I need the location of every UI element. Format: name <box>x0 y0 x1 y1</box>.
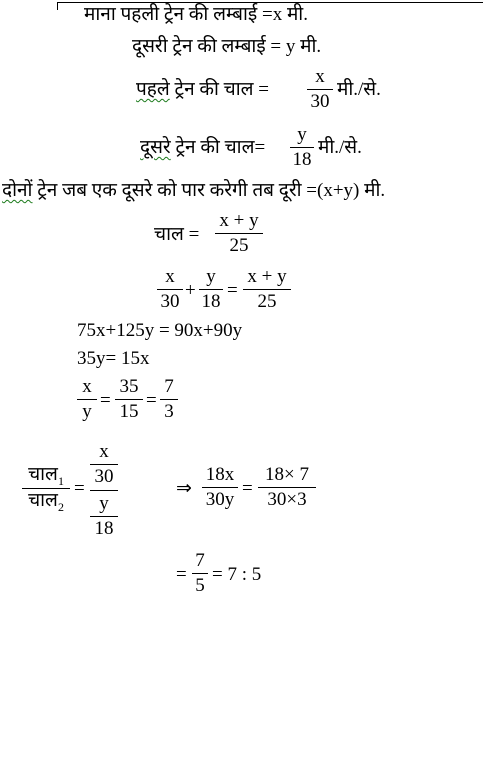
fraction-bar <box>90 464 118 465</box>
speed-train-1-fraction <box>307 66 333 113</box>
fraction-denominator: 30y <box>205 489 235 510</box>
implies-arrow-icon: ⇒ <box>176 478 192 499</box>
equals-sign: = <box>176 564 187 585</box>
fraction-numerator <box>22 464 70 487</box>
fraction-bar <box>115 399 143 400</box>
fraction-denominator: 3 <box>164 401 174 422</box>
speed-train-2-word: दूसरे <box>140 137 171 158</box>
fraction-denominator: 18 <box>94 518 114 539</box>
fraction-numerator: y <box>99 493 109 514</box>
equals-sign: = <box>242 478 253 499</box>
fraction-numerator: x <box>315 66 325 87</box>
fraction-numerator: y <box>297 124 307 145</box>
fraction-bar <box>22 488 70 489</box>
relative-speed-lhs: चाल = <box>154 224 200 245</box>
subscript: 2 <box>57 500 64 514</box>
fraction-bar <box>258 487 316 488</box>
speed-train-2-fraction <box>290 124 314 171</box>
relative-speed-fraction <box>215 210 263 257</box>
compound-fraction-top <box>90 441 118 488</box>
fraction-numerator: 18x <box>205 464 235 485</box>
fraction-denominator: 15 <box>119 401 139 422</box>
equals-sign: = <box>100 390 111 411</box>
fraction-bar <box>192 573 208 574</box>
fraction-bar <box>90 516 118 517</box>
compound-fraction <box>90 441 118 540</box>
equals-sign: = <box>227 280 238 301</box>
fraction-numerator: 7 <box>164 376 174 397</box>
top-border-tick <box>57 2 58 10</box>
speed-label: चाल <box>28 490 58 511</box>
fraction-denominator <box>22 490 70 513</box>
speed-train-2-unit: मी./से. <box>318 137 362 158</box>
speed-train-1-label: ट्रेन की चाल = <box>169 79 269 100</box>
fraction-denominator: 18 <box>292 149 312 170</box>
crossing-distance-word: दोनों <box>2 180 33 201</box>
fraction-numerator: x <box>82 376 92 397</box>
speed-train-1-unit: मी./से. <box>337 79 381 100</box>
speed-ratio-fraction-3 <box>258 464 316 511</box>
length-train-1: माना पहली ट्रेन की लम्बाई =x मी. <box>84 4 308 25</box>
fraction-bar <box>290 147 314 148</box>
fraction-numerator: x + y <box>219 210 259 231</box>
sum-fraction-1 <box>157 266 183 313</box>
sum-fraction-2 <box>199 266 223 313</box>
length-train-2: दूसरी ट्रेन की लम्बाई = y मी. <box>132 36 322 57</box>
main-fraction-bar <box>90 490 118 491</box>
fraction-bar <box>215 233 263 234</box>
fraction-bar <box>202 487 238 488</box>
equals-sign: = <box>74 478 85 499</box>
final-fraction <box>192 550 208 597</box>
fraction-bar <box>77 399 97 400</box>
fraction-denominator: y <box>82 401 92 422</box>
fraction-numerator: y <box>206 266 216 287</box>
fraction-denominator: 18 <box>201 291 221 312</box>
compound-fraction-bottom <box>90 493 118 540</box>
fraction-bar <box>160 399 178 400</box>
ratio-fraction-2 <box>115 376 143 423</box>
equals-sign: = <box>146 390 157 411</box>
fraction-numerator: 18× 7 <box>265 464 309 485</box>
sum-fraction-3 <box>243 266 291 313</box>
speed-train-2-label: ट्रेन की चाल= <box>170 137 266 158</box>
fraction-denominator: 30 <box>94 466 114 487</box>
fraction-denominator: 30×3 <box>267 489 307 510</box>
top-border <box>57 2 483 3</box>
final-ratio: = 7 : 5 <box>212 564 262 585</box>
speed-ratio-lhs <box>22 464 70 513</box>
ratio-fraction-3 <box>160 376 178 423</box>
fraction-denominator: 25 <box>229 235 249 256</box>
fraction-bar <box>199 289 223 290</box>
fraction-bar <box>307 89 333 90</box>
speed-label: चाल <box>28 464 58 485</box>
fraction-denominator: 30 <box>160 291 180 312</box>
fraction-numerator: x + y <box>247 266 287 287</box>
fraction-numerator: x <box>165 266 175 287</box>
fraction-denominator: 5 <box>195 575 205 596</box>
crossing-distance-text: ट्रेन जब एक दूसरे को पार करेगी तब दूरी =(x+y) मी. <box>32 180 386 201</box>
fraction-numerator: 35 <box>119 376 139 397</box>
fraction-numerator: 7 <box>195 550 205 571</box>
plus-sign: + <box>185 280 196 301</box>
crossing-distance <box>2 180 385 202</box>
simplified-equation: 35y= 15x <box>77 348 150 369</box>
fraction-denominator: 25 <box>257 291 277 312</box>
subscript: 1 <box>57 474 64 488</box>
ratio-fraction-1 <box>77 376 97 423</box>
speed-ratio-fraction-2 <box>202 464 238 511</box>
expanded-equation: 75x+125y = 90x+90y <box>77 320 243 341</box>
fraction-bar <box>243 289 291 290</box>
fraction-numerator: x <box>99 441 109 462</box>
fraction-denominator: 30 <box>310 91 330 112</box>
speed-train-1-word: पहले <box>136 79 170 100</box>
fraction-bar <box>157 289 183 290</box>
